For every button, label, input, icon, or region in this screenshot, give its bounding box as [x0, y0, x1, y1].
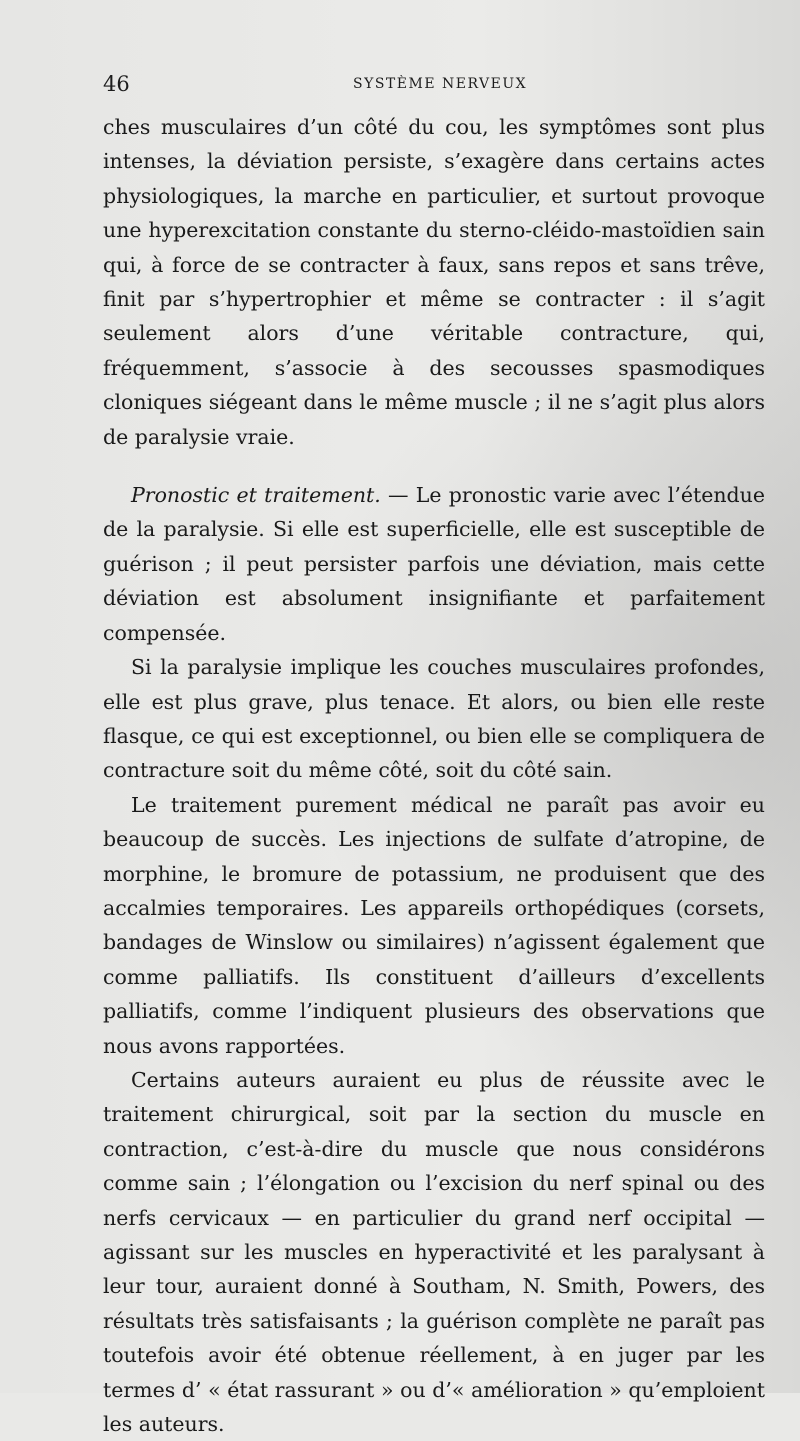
paragraph-5: Certains auteurs auraient eu plus de réussite avec le traitement chirurgical, soit par la section du muscle en contraction, c’est-à-dire du muscle que nous considérons comme sain ; l’élongation ou l’excision du nerf spinal ou des nerfs cervicaux — en particulier du grand nerf occipital — agissant sur les muscles en hyperactivité et les paralysant à leur tour, auraient donné à Southam, N. Smith, Powers, des résultats très satisfaisants ; la guérison complète ne paraît pas toutefois avoir été obtenue réellement, à en juger par les termes d’ « état rassurant » ou d’« amélioration » qu’emploient les auteurs.: [103, 1067, 765, 1437]
body-text: [103, 110, 765, 1441]
paragraph-1: ches musculaires d’un côté du cou, les symptômes sont plus intenses, la déviation persiste, s’exagère dans certains actes physiologiques, la marche en particulier, et surtout provoque une hyperexcitation constante du sterno-cléido-mastoïdien sain qui, à force de se contracter à faux, sans repos et sans trêve, finit par s’hypertrophier et même se contracter : il s’agit seulement alors d’une véritable contracture, qui, fréquemment, s’associe à des secousses spasmodiques cloniques siégeant dans le même muscle ; il ne s’agit plus alors de paralysie vraie.: [103, 115, 765, 449]
running-head: SYSTÈME NERVEUX: [353, 76, 528, 92]
paragraph-3: Si la paralysie implique les couches musculaires profondes, elle est plus grave, plus tenace. Et alors, ou bien elle reste flasque, ce qui est exceptionnel, ou bien elle se compliquera de contracture soit du même côté, soit du côté sain.: [103, 655, 765, 783]
paragraph-2: [103, 478, 765, 650]
section-heading-dash: —: [380, 483, 416, 508]
paragraph-2-text: Le pronostic varie avec l’étendue de la paralysie. Si elle est superficielle, elle est susceptible de guérison ; il peut persister parfois une déviation, mais cette déviation est absolument insignifiante et parfaitement compensée.: [103, 483, 765, 645]
page-header: [103, 72, 765, 102]
paragraph-4: Le traitement purement médical ne paraît pas avoir eu beaucoup de succès. Les injections de sulfate d’atropine, de morphine, le bromure de potassium, ne produisent que des accalmies temporaires. Les appareils orthopédiques (corsets, bandages de Winslow ou similaires) n’agissent également que comme palliatifs. Ils constituent d’ailleurs d’excellents palliatifs, comme l’indiquent plusieurs des observations que nous avons rapportées.: [103, 792, 765, 1058]
section-heading: Pronostic et traitement.: [131, 483, 381, 508]
page-number: 46: [103, 72, 130, 96]
